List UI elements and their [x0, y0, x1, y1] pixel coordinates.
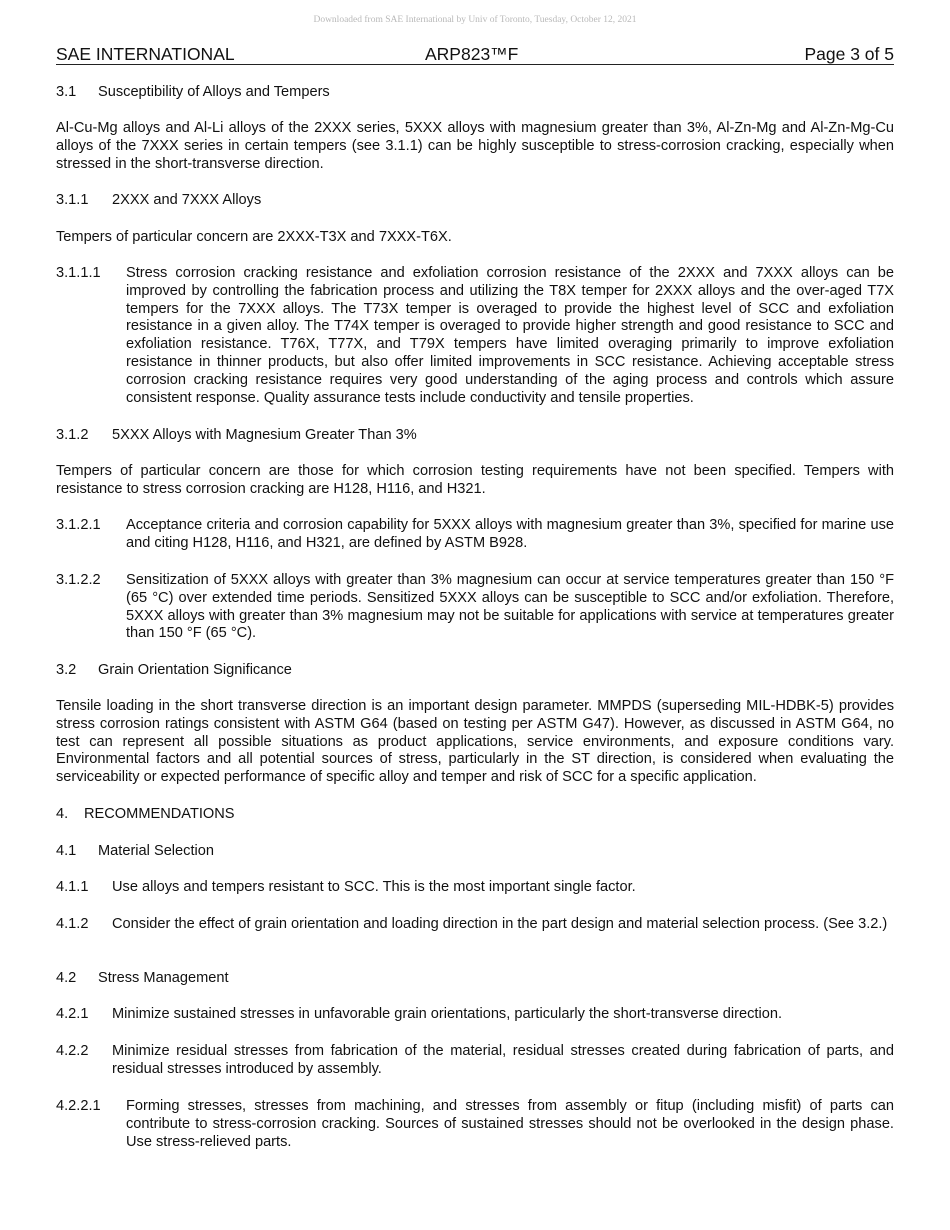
- clause-text: Consider the effect of grain orientation and loading direction in the part design and material selection process. (See 3.2.): [112, 916, 888, 932]
- clause-4-1-2: [56, 916, 894, 934]
- clause-text: Stress corrosion cracking resistance and exfoliation corrosion resistance of the 2XXX and 7XXX alloys can be improved by controlling the fabrication process and utilizing the T8X temper for 2XXX alloys and the over-aged T7X tempers for the 7XXX alloys. The T73X temper is overaged to provide the highest level of SCC and exfoliation resistance in a given alloy. The T74X temper is overaged to provide higher strength and good resistance to SCC and exfoliation resistance. T76X, T77X, and T79X tempers have limited overaging primarily to improve exfoliation resistance in thinner products, but also offer limited improvements in SCC resistance. Achieving acceptable stress corrosion cracking resistance requires very good understanding of the aging process and controls which assure consistent response. Quality assurance tests include conductivity and tensile properties.: [126, 265, 894, 406]
- clause-number: 4.1.2: [56, 916, 89, 932]
- clause-number: 3.1.1.1: [56, 265, 101, 281]
- clause-text: Minimize residual stresses from fabrication of the material, residual stresses created during fabrication of parts, and residual stresses introduced by assembly.: [112, 1043, 894, 1077]
- section-title: Grain Orientation Significance: [98, 662, 292, 678]
- clause-3-1-1-1: [56, 265, 894, 407]
- clause-4-1-1: [56, 879, 894, 897]
- section-title: Stress Management: [98, 970, 229, 986]
- clause-4-2-2-1: [56, 1098, 894, 1151]
- section-title: RECOMMENDATIONS: [84, 806, 235, 822]
- section-number: 4.2: [56, 970, 77, 986]
- clause-text: Minimize sustained stresses in unfavorable grain orientations, particularly the short-transverse direction.: [112, 1006, 783, 1022]
- section-number: 4.1: [56, 843, 77, 859]
- section-title: 5XXX Alloys with Magnesium Greater Than 3%: [112, 427, 417, 443]
- section-heading-3-1-2: [56, 427, 894, 445]
- clause-number: 3.1.2.1: [56, 517, 101, 533]
- clause-text: Use alloys and tempers resistant to SCC. This is the most important single factor.: [112, 879, 636, 895]
- clause-number: 4.2.2: [56, 1043, 89, 1059]
- clause-text: Sensitization of 5XXX alloys with greater than 3% magnesium can occur at service temperatures greater than 150 °F (65 °C) over extended time periods. Sensitized 5XXX alloys can be susceptible to SCC and/or exfoliation. Therefore, 5XXX alloys with greater than 3% magnesium may not be suitable for applications with service at temperatures greater than 150 °F (65 °C).: [126, 572, 894, 642]
- page-header: [56, 44, 894, 65]
- clause-number: 4.2.2.1: [56, 1098, 101, 1114]
- header-organization: SAE INTERNATIONAL: [56, 44, 235, 64]
- clause-4-2-1: [56, 1006, 894, 1024]
- clause-3-1-2-2: [56, 572, 894, 643]
- section-heading-3-1: [56, 84, 894, 102]
- section-heading-3-2: [56, 662, 894, 680]
- section-number: 4.: [56, 806, 69, 822]
- clause-text: Acceptance criteria and corrosion capability for 5XXX alloys with magnesium greater than 3%, specified for marine use and citing H128, H116, and H321, are defined by ASTM B928.: [126, 517, 894, 551]
- section-heading-3-1-1: [56, 192, 894, 210]
- download-watermark: Downloaded from SAE International by Univ of Toronto, Tuesday, October 12, 2021: [313, 15, 637, 25]
- clause-3-1-2-1: [56, 517, 894, 553]
- section-number: 3.1: [56, 84, 77, 100]
- section-title: Susceptibility of Alloys and Tempers: [98, 84, 330, 100]
- header-document-id: ARP823™F: [425, 44, 519, 64]
- section-heading-4-1: [56, 843, 894, 861]
- section-title: 2XXX and 7XXX Alloys: [112, 192, 262, 208]
- section-number: 3.1.1: [56, 192, 89, 208]
- section-heading-4: [56, 806, 894, 824]
- clause-text: Forming stresses, stresses from machining, and stresses from assembly or fitup (including misfit) of parts can contribute to stress-corrosion cracking. Sources of sustained stresses should not be overlooked in the design phase. Use stress-relieved parts.: [126, 1098, 894, 1150]
- header-page-number: Page 3 of 5: [804, 44, 894, 64]
- clause-4-2-2: [56, 1043, 894, 1079]
- paragraph-3-1: Al-Cu-Mg alloys and Al-Li alloys of the 2XXX series, 5XXX alloys with magnesium greater than 3%, Al-Zn-Mg and Al-Zn-Mg-Cu alloys of the 7XXX series in certain tempers (see 3.1.1) can be highly susceptible to stress-corrosion cracking, especially when stressed in the short-transverse direction.: [56, 120, 894, 172]
- section-heading-4-2: [56, 970, 894, 988]
- paragraph-3-1-2: Tempers of particular concern are those for which corrosion testing requirements have not been specified. Tempers with resistance to stress corrosion cracking are H128, H116, and H321.: [56, 463, 894, 497]
- clause-number: 4.2.1: [56, 1006, 89, 1022]
- paragraph-3-2: Tensile loading in the short transverse direction is an important design parameter. MMPDS (superseding MIL-HDBK-5) provides stress corrosion ratings consistent with ASTM G64 (based on testing per ASTM G47). However, as discussed in ASTM G64, no test can represent all possible situations as product applications, service environments, and exposure conditions vary. Environmental factors and all potential sources of stress, particularly in the ST direction, is considered when evaluating the serviceability or expected performance of specific alloy and temper and risk of SCC for a specific application.: [56, 698, 894, 786]
- paragraph-3-1-1: Tempers of particular concern are 2XXX-T3X and 7XXX-T6X.: [56, 229, 452, 245]
- section-title: Material Selection: [98, 843, 214, 859]
- section-number: 3.2: [56, 662, 77, 678]
- clause-number: 3.1.2.2: [56, 572, 101, 588]
- section-number: 3.1.2: [56, 427, 89, 443]
- clause-number: 4.1.1: [56, 879, 89, 895]
